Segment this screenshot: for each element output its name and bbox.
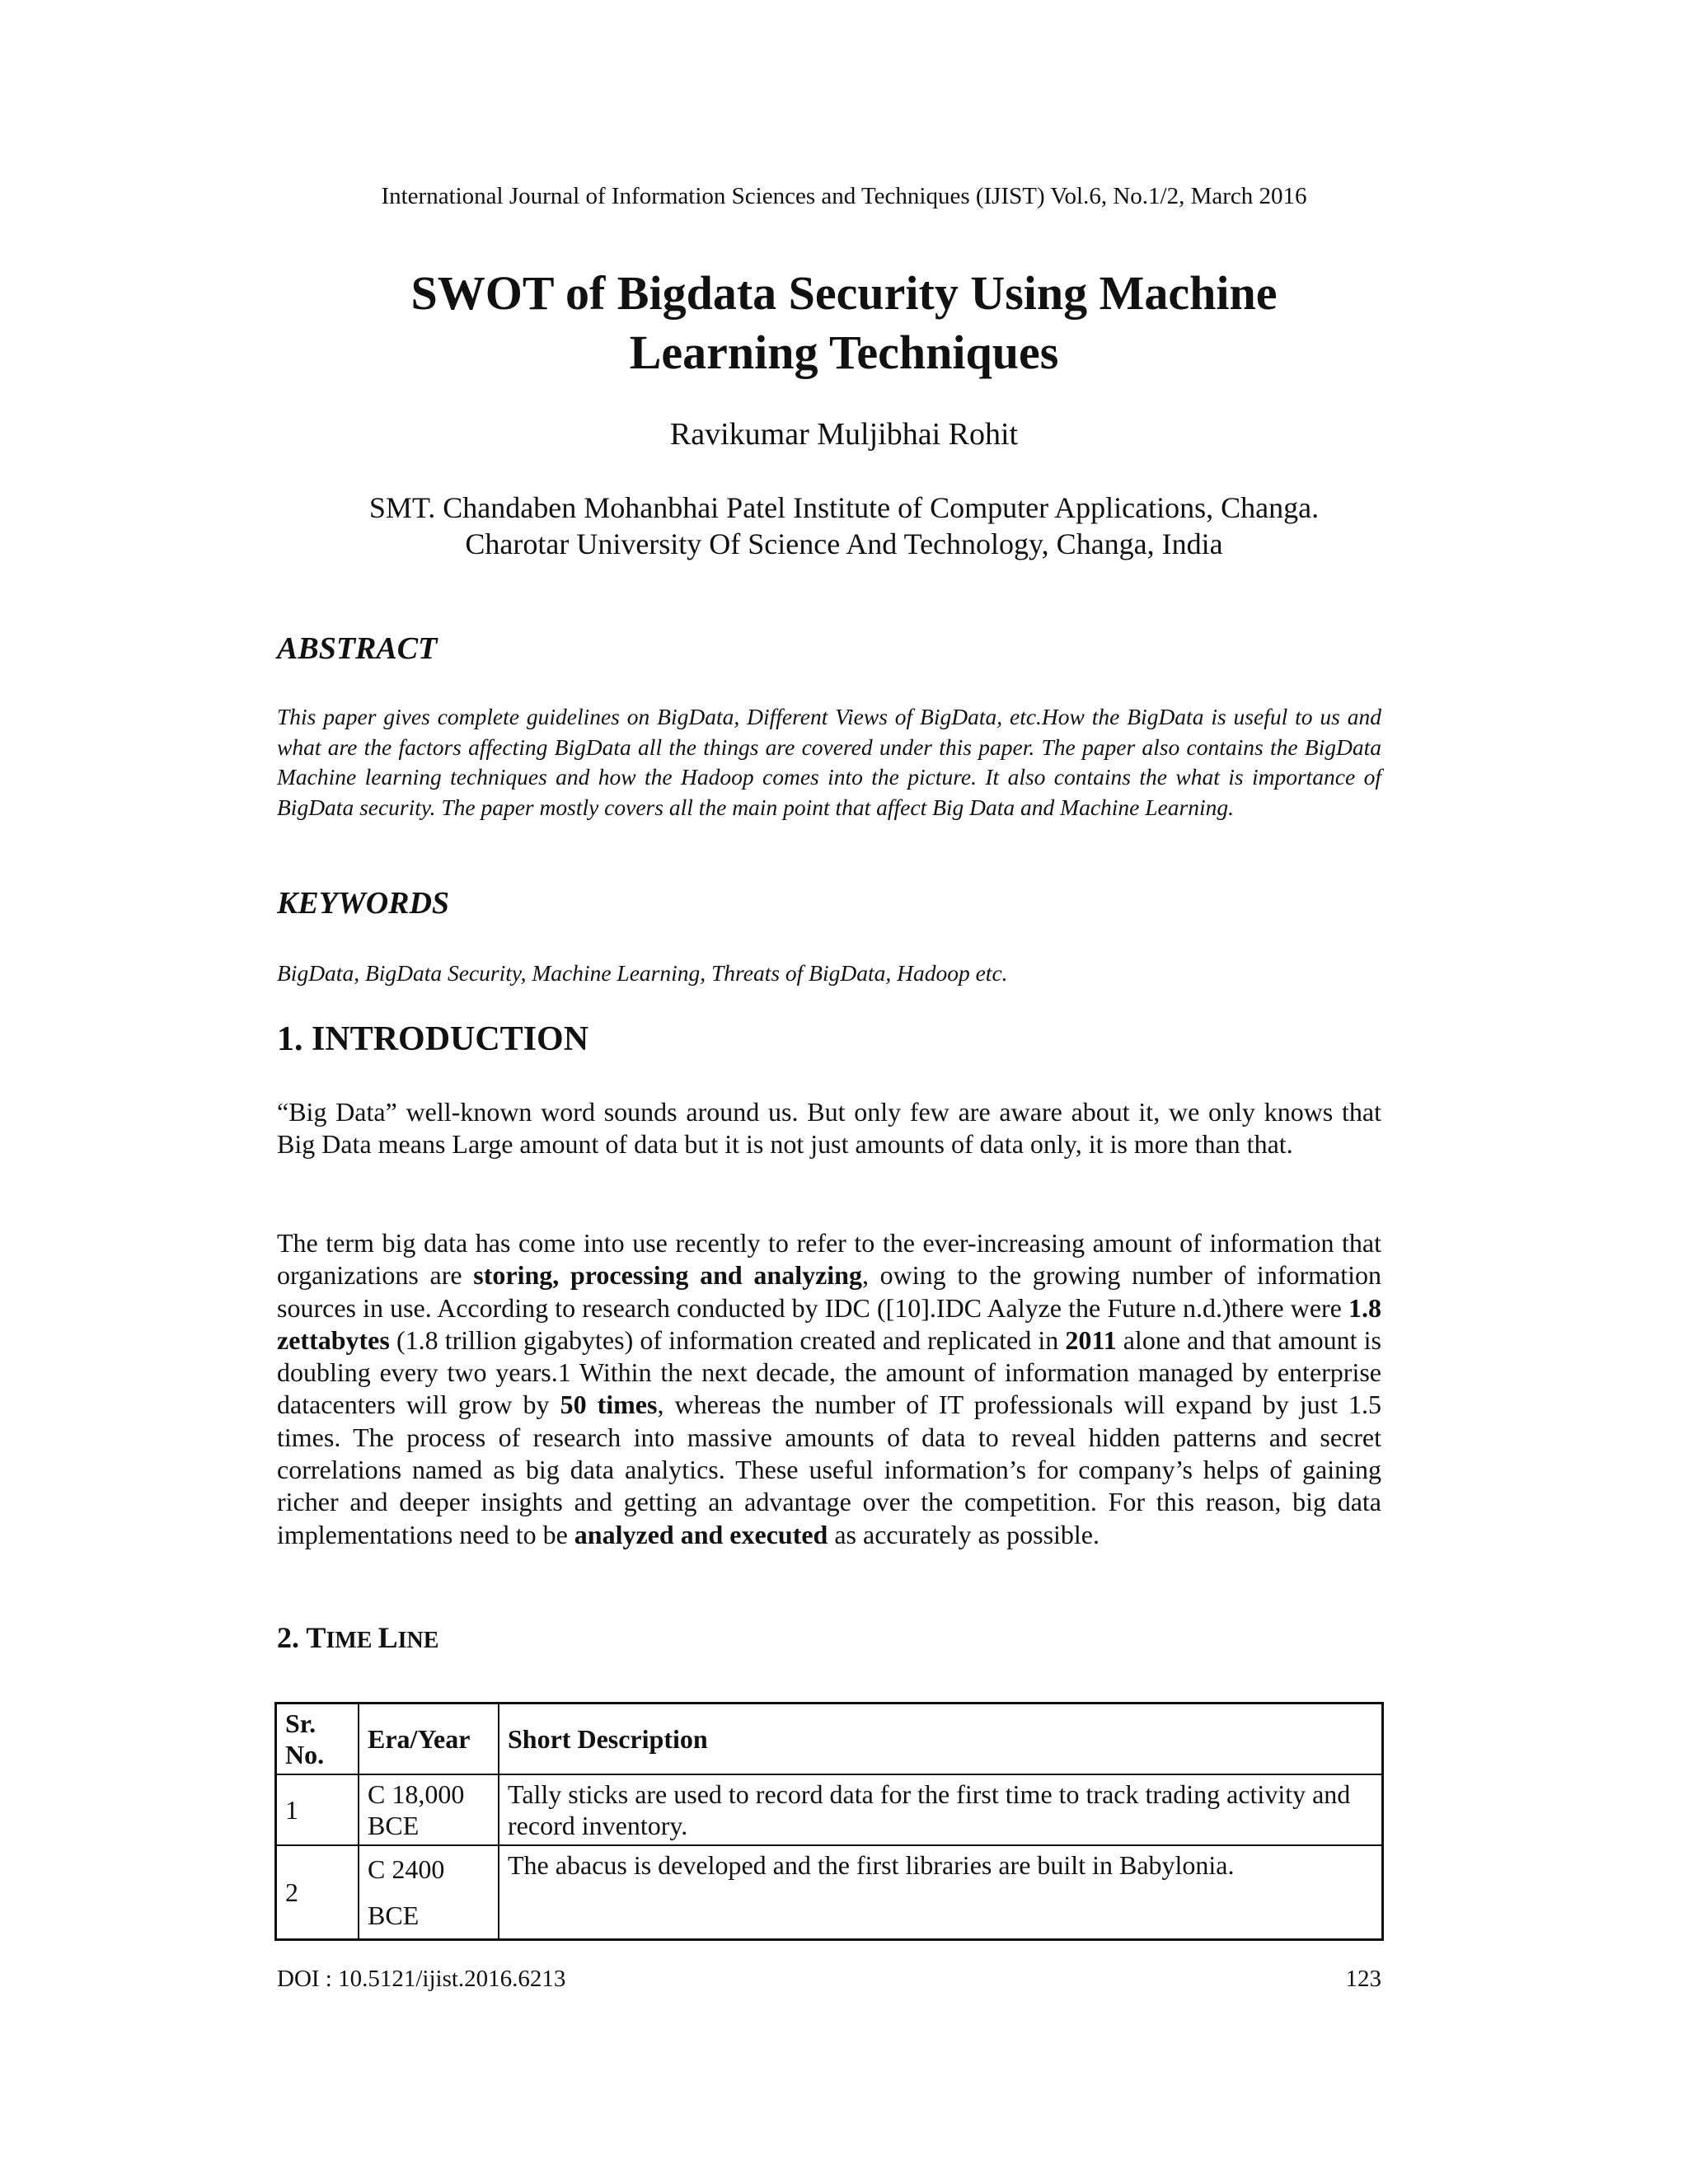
para2-text-3: (1.8 trillion gigabytes) of information created and replicated in bbox=[389, 1324, 1066, 1355]
row-1-sr: 1 bbox=[276, 1774, 359, 1845]
para2-bold-5: analyzed and executed bbox=[574, 1519, 828, 1549]
row-2-description: The abacus is developed and the first libraries are built in Babylonia. bbox=[499, 1845, 1383, 1940]
author-name: Ravikumar Muljibhai Rohit bbox=[669, 417, 1019, 452]
timeline-heading-ine: INE bbox=[397, 1628, 439, 1653]
row-2-era-line-1: C 2400 bbox=[368, 1854, 445, 1884]
running-head: International Journal of Information Sciences and Techniques (IJIST) Vol.6, No.1/2, March 2016 bbox=[381, 183, 1307, 209]
introduction-heading: 1. INTRODUCTION bbox=[277, 1020, 589, 1058]
abstract-heading: ABSTRACT bbox=[277, 631, 438, 666]
keywords-heading: KEYWORDS bbox=[277, 886, 450, 921]
timeline-heading-ime: IME bbox=[326, 1628, 378, 1653]
header-sr-no: Sr. No. bbox=[276, 1704, 359, 1775]
row-1-description: Tally sticks are used to record data for the first time to track trading activity and record inventory. bbox=[499, 1774, 1383, 1845]
paper-title bbox=[0, 264, 1688, 382]
para2-text-4: alone and that amount is doubling every two years.1 Within the next decade, the amount of information managed by enterprise datacenters will grow by bbox=[277, 1324, 1382, 1420]
timeline-heading-t: T bbox=[306, 1621, 326, 1654]
keywords-body: BigData, BigData Security, Machine Learning, Threats of BigData, Hadoop etc. bbox=[277, 960, 1008, 986]
timeline-table bbox=[274, 1702, 1384, 1941]
para2-bold-2: 1.8 zettabytes bbox=[277, 1292, 1381, 1355]
header-short-description: Short Description bbox=[499, 1704, 1383, 1775]
row-2-era bbox=[359, 1845, 499, 1940]
para2-text-5: , whereas the number of IT professionals will expand by just 1.5 times. The process of research into massive amounts of data to reveal hidden patterns and secret correlations named as big data analytics. These useful information’s for company’s helps of gaining richer and deeper insights and getting an advantage over the competition. For this reason, big data implementations need to be bbox=[277, 1390, 1382, 1549]
title-line-2: Learning Techniques bbox=[629, 326, 1059, 379]
table-row bbox=[276, 1774, 1383, 1845]
para2-text-1: The term big data has come into use recently to refer to the ever-increasing amount of information that organizations are bbox=[277, 1228, 1381, 1291]
abstract-body: This paper gives complete guidelines on BigData, Different Views of BigData, etc.How the BigData is useful to us and what are the factors affecting BigData all the things are covered under this paper. The paper also contains the BigData Machine learning techniques and how the Hadoop comes into the picture. It also contains the what is importance of BigData security. The paper mostly covers all the main point that affect Big Data and Machine Learning. bbox=[277, 704, 1381, 820]
title-line-1: SWOT of Bigdata Security Using Machine bbox=[410, 266, 1278, 320]
table-row bbox=[276, 1845, 1383, 1940]
para2-bold-4: 50 times bbox=[560, 1390, 658, 1420]
timeline-heading bbox=[277, 1620, 439, 1655]
header-era-year: Era/Year bbox=[359, 1704, 499, 1775]
timeline-heading-number: 2. bbox=[277, 1621, 307, 1654]
affiliation-line-2: Charotar University Of Science And Technology, Changa, India bbox=[465, 527, 1223, 560]
intro-paragraph-2 bbox=[277, 1227, 1381, 1551]
para2-bold-3: 2011 bbox=[1065, 1324, 1117, 1355]
affiliation-line-1: SMT. Chandaben Mohanbhai Patel Institute of Computer Applications, Changa. bbox=[368, 491, 1320, 524]
para2-bold-1: storing, processing and analyzing bbox=[473, 1260, 862, 1291]
para2-text-2: , owing to the growing number of information sources in use. According to research conducted by IDC ([10].IDC Aalyze the Future n.d.)there were bbox=[277, 1260, 1382, 1323]
timeline-heading-l: L bbox=[377, 1621, 398, 1654]
affiliation bbox=[0, 490, 1688, 562]
row-2-sr: 2 bbox=[276, 1845, 359, 1940]
intro-paragraph-1: “Big Data” well-known word sounds around us. But only few are aware about it, we only knows that Big Data means Large amount of data but it is not just amounts of data only, it is more than that. bbox=[277, 1097, 1381, 1160]
para2-text-6: as accurately as possible. bbox=[828, 1519, 1100, 1549]
row-2-era-line-2: BCE bbox=[368, 1900, 420, 1930]
table-header-row bbox=[276, 1704, 1383, 1775]
page-number: 123 bbox=[1345, 1966, 1381, 1992]
row-1-era: C 18,000 BCE bbox=[359, 1774, 499, 1845]
doi-footer: DOI : 10.5121/ijist.2016.6213 bbox=[277, 1966, 566, 1992]
